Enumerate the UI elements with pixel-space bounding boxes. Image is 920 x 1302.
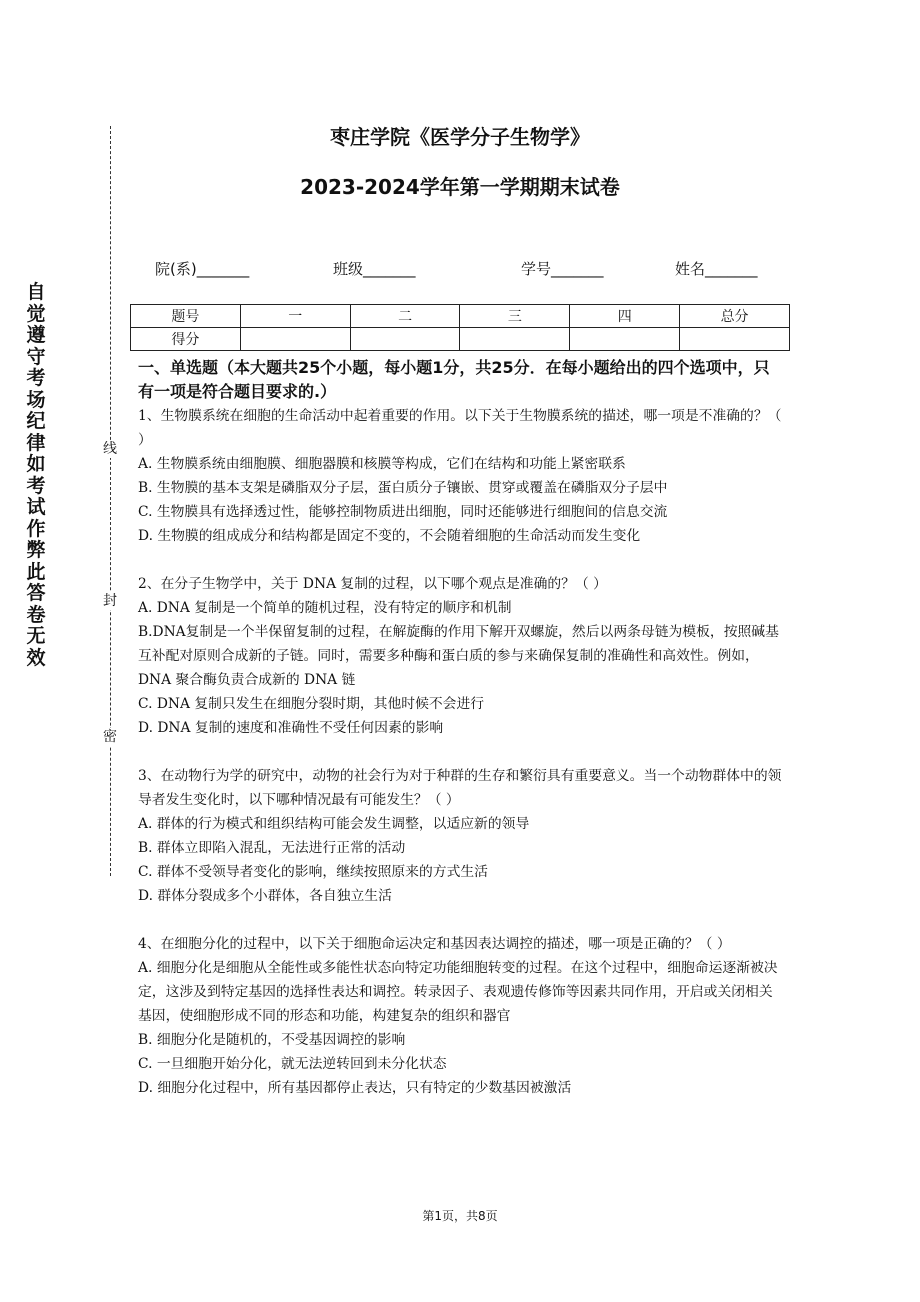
option-c: C. 生物膜具有选择透过性，能够控制物质进出细胞，同时还能够进行细胞间的信息交流 xyxy=(138,504,668,520)
score-table-header-row xyxy=(131,305,790,328)
score-header-cell: 二 xyxy=(350,305,460,328)
score-row-label: 得分 xyxy=(131,328,241,351)
exam-discipline-notice: 自觉遵守考场纪律如考试作弊此答卷无效 xyxy=(26,281,46,669)
option-d: D. DNA 复制的速度和准确性不受任何因素的影响 xyxy=(138,720,444,736)
binding-label-xian: 线 xyxy=(103,441,117,457)
question-stem: 1、生物膜系统在细胞的生命活动中起着重要的作用。以下关于生物膜系统的描述，哪一项是不准确的？（ ） xyxy=(138,408,782,448)
option-b: B. 群体立即陷入混乱，无法进行正常的活动 xyxy=(138,840,406,856)
score-header-cell: 总分 xyxy=(680,305,790,328)
question-4 xyxy=(138,932,784,1100)
option-d: D. 群体分裂成多个小群体，各自独立生活 xyxy=(138,888,392,904)
score-table-score-row xyxy=(131,328,790,351)
option-c: C. 群体不受领导者变化的影响，继续按照原来的方式生活 xyxy=(138,864,488,880)
department-field[interactable]: 院(系)_______ xyxy=(155,260,250,278)
question-stem: 2、在分子生物学中，关于 DNA 复制的过程，以下哪个观点是准确的？（ ） xyxy=(138,576,607,592)
student-id-field[interactable]: 学号_______ xyxy=(521,260,604,278)
option-a: A. DNA 复制是一个简单的随机过程，没有特定的顺序和机制 xyxy=(138,600,512,616)
exam-title-school-course: 枣庄学院《医学分子生物学》 xyxy=(330,125,590,149)
exam-title-term: 2023-2024学年第一学期期末试卷 xyxy=(300,175,620,199)
option-c: C. DNA 复制只发生在细胞分裂时期，其他时候不会进行 xyxy=(138,696,485,712)
question-stem: 4、在细胞分化的过程中，以下关于细胞命运决定和基因表达调控的描述，哪一项是正确的？（ ） xyxy=(138,936,731,952)
option-d: D. 生物膜的组成成分和结构都是固定不变的，不会随着细胞的生命活动而发生变化 xyxy=(138,528,641,544)
section-heading: 一、单选题（本大题共25个小题，每小题1分，共25分．在每小题给出的四个选项中，只有一项是符合题目要求的.） xyxy=(138,358,770,401)
score-header-cell: 四 xyxy=(570,305,680,328)
exam-content xyxy=(138,356,784,1124)
score-table xyxy=(130,304,790,351)
score-input-cell[interactable] xyxy=(460,328,570,351)
option-b: B. 细胞分化是随机的，不受基因调控的影响 xyxy=(138,1032,406,1048)
option-c: C. 一旦细胞开始分化，就无法逆转回到未分化状态 xyxy=(138,1056,447,1072)
option-b: B. 生物膜的基本支架是磷脂双分子层，蛋白质分子镶嵌、贯穿或覆盖在磷脂双分子层中 xyxy=(138,480,668,496)
name-field[interactable]: 姓名_______ xyxy=(675,260,758,278)
score-header-cell: 题号 xyxy=(131,305,241,328)
score-input-cell[interactable] xyxy=(680,328,790,351)
page-footer: 第1页，共8页 xyxy=(422,1209,498,1223)
question-stem: 3、在动物行为学的研究中，动物的社会行为对于种群的生存和繁衍具有重要意义。当一个动物群体中的领导者发生变化时，以下哪种情况最有可能发生？（ ） xyxy=(138,768,782,808)
option-a: A. 细胞分化是细胞从全能性或多能性状态向特定功能细胞转变的过程。在这个过程中，细胞命运逐渐被决定，这涉及到特定基因的选择性表达和调控。转录因子、表观遗传修饰等因素共同作用，开启或关闭相关基因，使细胞形成不同的形态和功能，构建复杂的组织和器官 xyxy=(138,960,778,1024)
score-input-cell[interactable] xyxy=(350,328,460,351)
binding-dashed-line xyxy=(110,126,111,876)
binding-label-mi: 密 xyxy=(103,729,117,745)
score-header-cell: 三 xyxy=(460,305,570,328)
option-a: A. 生物膜系统由细胞膜、细胞器膜和核膜等构成，它们在结构和功能上紧密联系 xyxy=(138,456,626,472)
binding-label-feng: 封 xyxy=(103,593,117,609)
option-b: B.DNA复制是一个半保留复制的过程，在解旋酶的作用下解开双螺旋，然后以两条母链为模板，按照碱基互补配对原则合成新的子链。同时，需要多种酶和蛋白质的参与来确保复制的准确性和高效性。例如，DNA 聚合酶负责合成新的 DNA 链 xyxy=(138,624,779,688)
class-field[interactable]: 班级_______ xyxy=(333,260,416,278)
question-1 xyxy=(138,404,784,548)
question-2 xyxy=(138,572,784,740)
question-3 xyxy=(138,764,784,908)
score-input-cell[interactable] xyxy=(240,328,350,351)
option-a: A. 群体的行为模式和组织结构可能会发生调整，以适应新的领导 xyxy=(138,816,530,832)
score-header-cell: 一 xyxy=(240,305,350,328)
score-input-cell[interactable] xyxy=(570,328,680,351)
option-d: D. 细胞分化过程中，所有基因都停止表达，只有特定的少数基因被激活 xyxy=(138,1080,572,1096)
